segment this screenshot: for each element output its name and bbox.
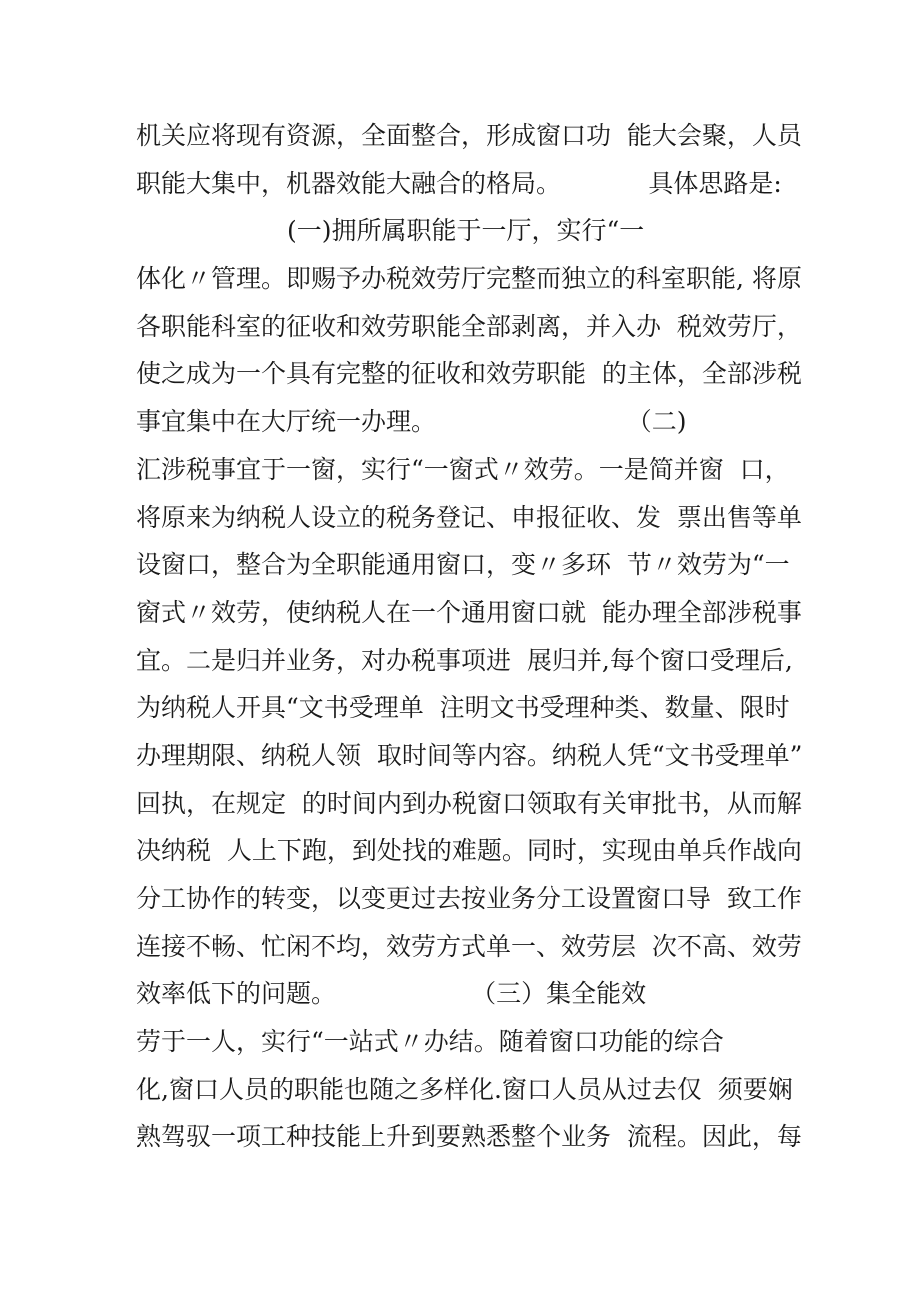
text-line-22: 熟驾驭一项工种技能上升到要熟悉整个业务 流程。因此，每 xyxy=(136,1122,802,1152)
text-line-14: 办理期限、纳税人领 取时间等内容。纳税人凭“文书受理单” xyxy=(136,740,803,770)
text-line-16: 决纳税 人上下跑，到处找的难题。同时，实现由单兵作战向 xyxy=(136,836,802,866)
text-line-11: 窗式〃效劳，使纳税人在一个通用窗口就 能办理全部涉税事 xyxy=(136,597,802,627)
text-line-19: 效率低下的问题。 （三）集全能效 xyxy=(136,979,647,1009)
text-line-2: 职能大集中，机器效能大融合的格局。 具体思路是: xyxy=(136,168,782,198)
text-line-6: 使之成为一个具有完整的征收和效劳职能 的主体，全部涉税 xyxy=(136,359,802,389)
text-line-17: 分工协作的转变，以变更过去按业务分工设置窗口导 致工作 xyxy=(136,884,802,913)
text-line-5: 各职能科室的征收和效劳职能全部剥离，并入办 税效劳厅， xyxy=(136,311,802,341)
text-line-7: 事宜集中在大厅统一办理。 （二) xyxy=(136,407,687,437)
text-line-9: 将原来为纳税人设立的税务登记、申报征收、发 票出售等单 xyxy=(136,502,802,532)
body-text xyxy=(136,112,816,1161)
text-line-13: 为纳税人开具“文书受理单 注明文书受理种类、数量、限时 xyxy=(136,693,790,723)
text-line-8: 汇涉税事宜于一窗，实行“一窗式〃效劳。一是简并窗 口， xyxy=(136,454,790,484)
text-line-20: 劳于一人，实行“一站式〃办结。随着窗口功能的综合 xyxy=(136,1027,724,1057)
text-line-3: (一)拥所属职能于一厅，实行“一 xyxy=(136,216,645,246)
text-line-1: 机关应将现有资源，全面整合，形成窗口功 能大会聚，人员 xyxy=(136,121,802,150)
text-line-21: 化,窗口人员的职能也随之多样化.窗口人员从过去仅 须要娴 xyxy=(136,1074,793,1104)
text-line-4: 体化〃管理。即赐予办税效劳厅完整而独立的科室职能, 将原 xyxy=(136,264,802,294)
text-line-18: 连接不畅、忙闲不均，效劳方式单一、效劳层 次不高、效劳 xyxy=(136,931,802,961)
text-line-12: 宜。二是归并业务，对办税事项进 展归并,每个窗口受理后, xyxy=(136,645,793,675)
text-line-10: 设窗口，整合为全职能通用窗口，变〃多环 节〃效劳为“一 xyxy=(136,550,790,580)
text-line-15: 回执，在规定 的时间内到办税窗口领取有关审批书，从而解 xyxy=(136,788,802,818)
